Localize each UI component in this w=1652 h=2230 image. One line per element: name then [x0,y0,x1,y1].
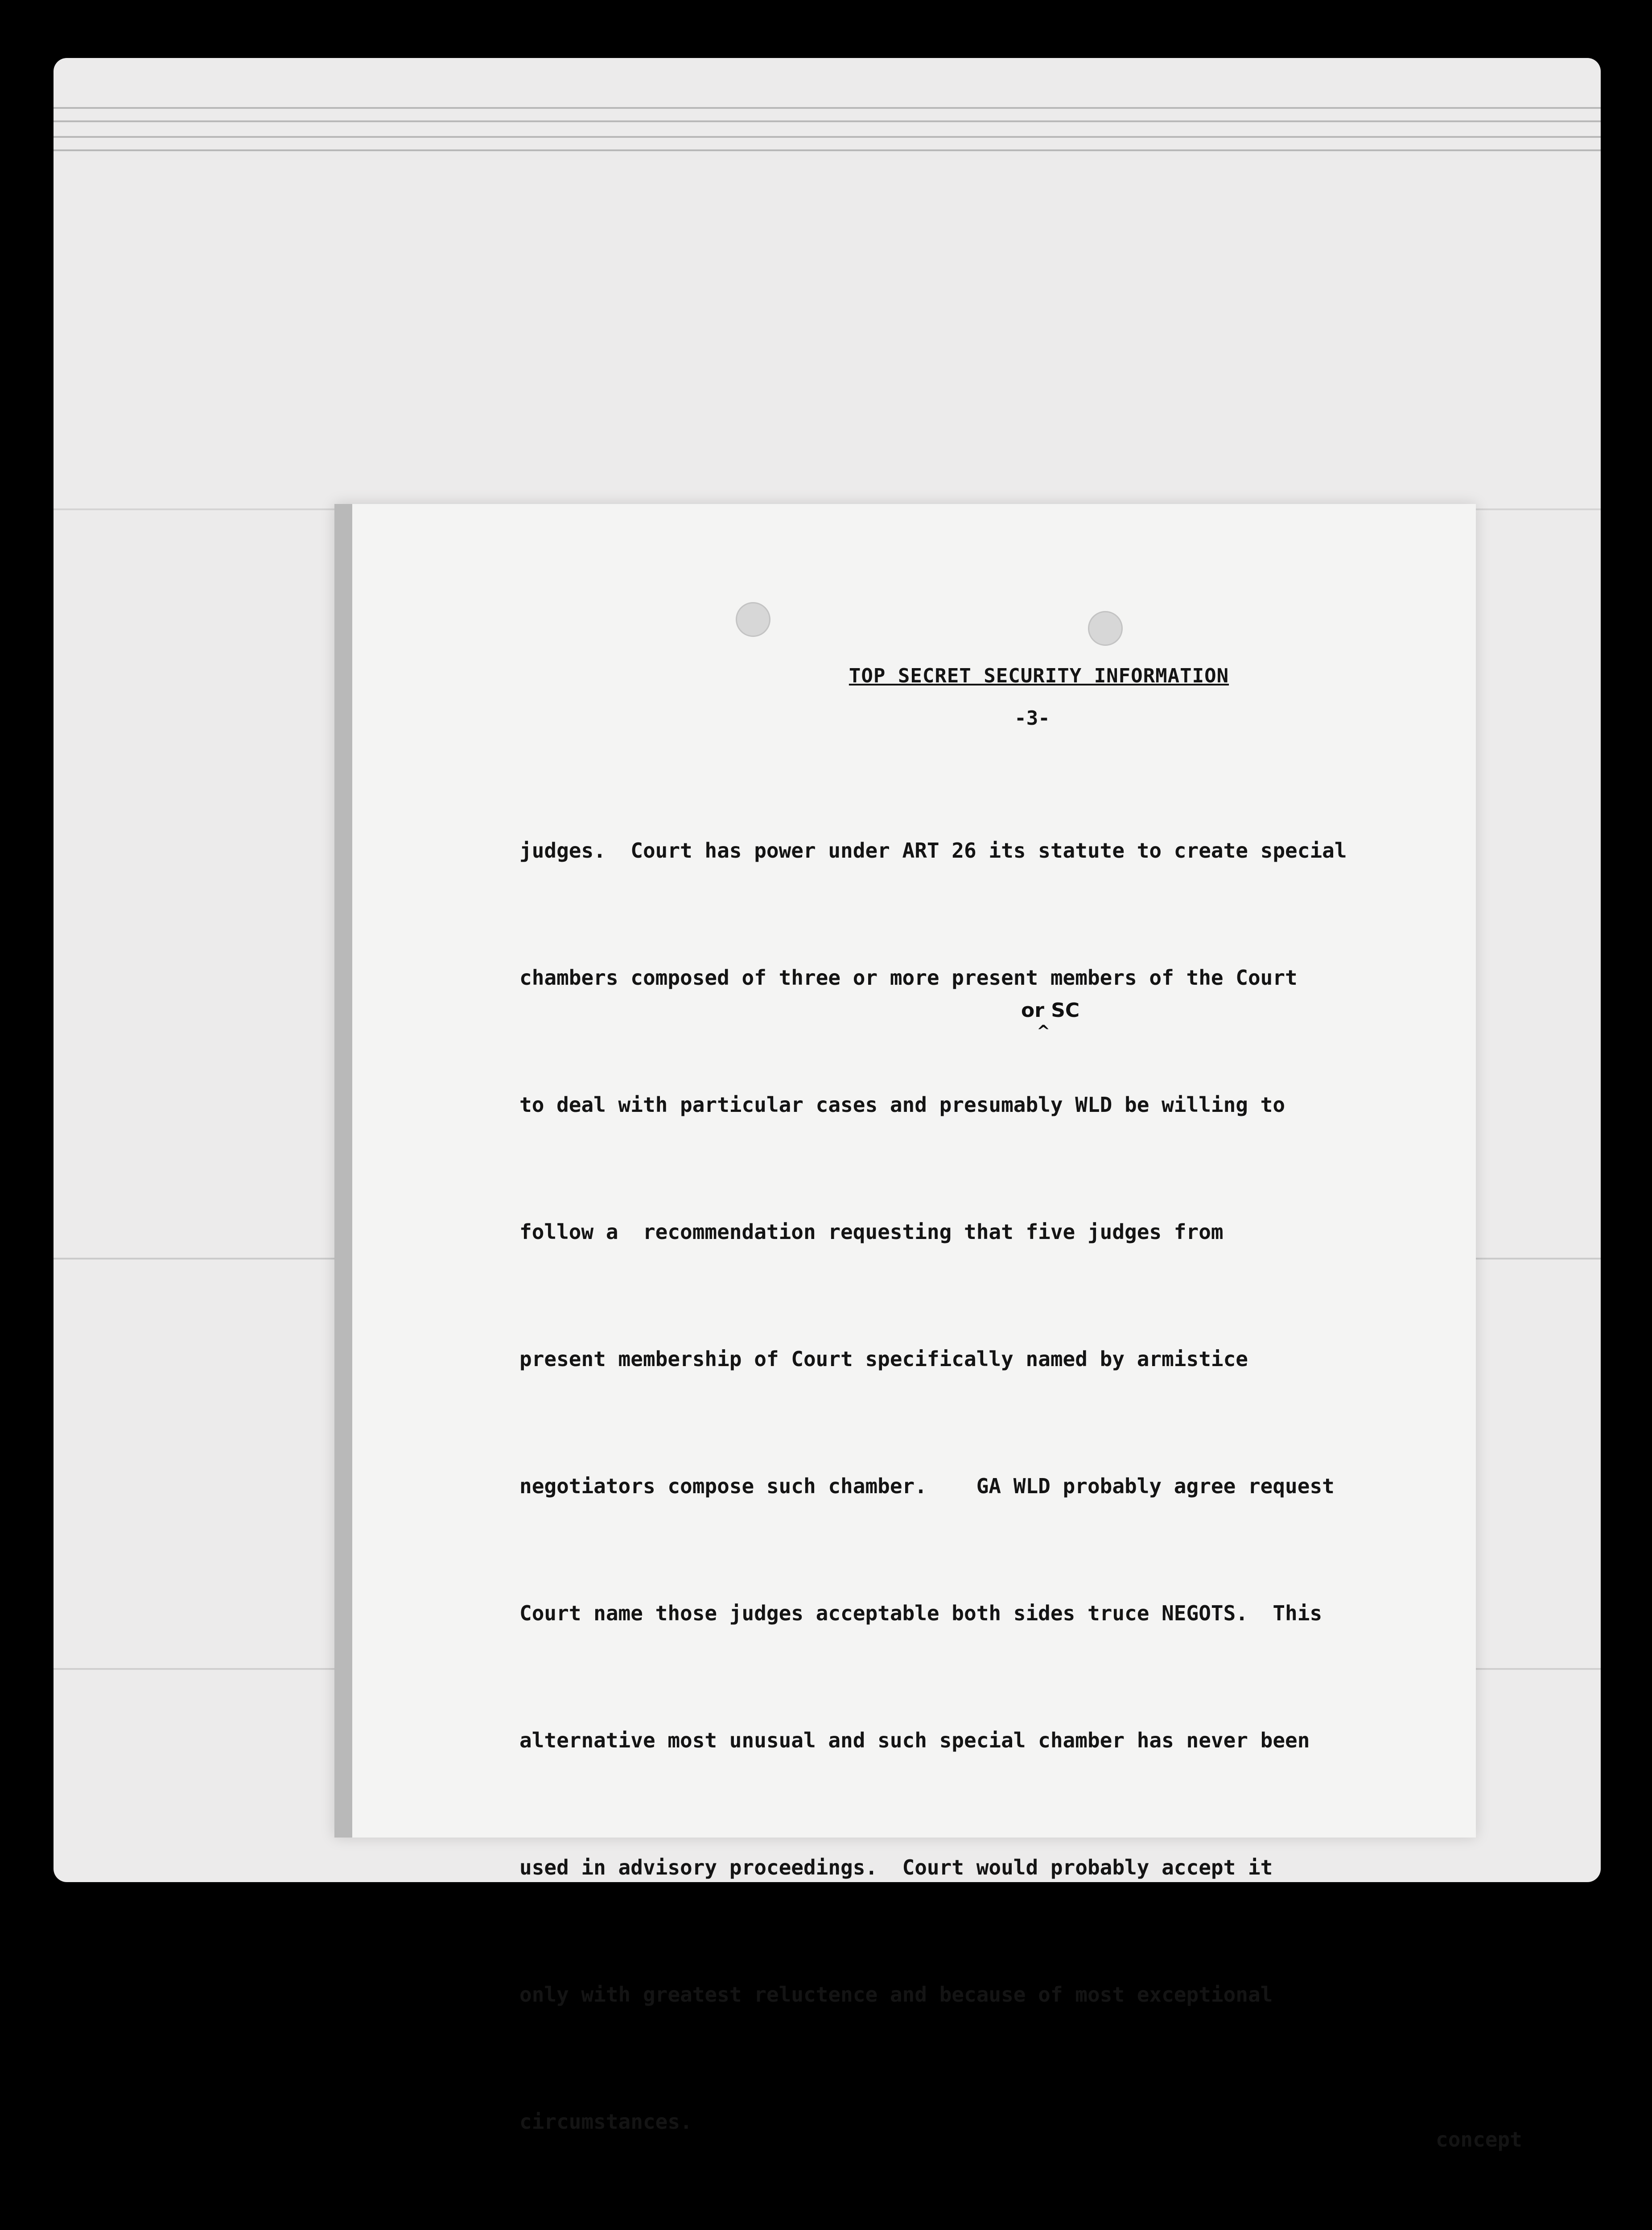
body-line: alternative most unusual and such special chamber has never been [519,1728,1310,1752]
body-line: to deal with particular cases and presumably WLD be willing to [519,1093,1285,1117]
body-line [519,2228,1456,2230]
body-line: follow a recommendation requesting that five judges from [519,1220,1224,1244]
punch-hole [1088,611,1123,646]
body-line: judges. Court has power under ART 26 its statute to create special [519,838,1347,863]
continuation-word: concept [1436,2127,1522,2152]
punch-hole [736,602,770,637]
film-scratch-line [54,149,1601,151]
body-line: Court name those judges acceptable both sides truce NEGOTS. This [519,1601,1322,1625]
film-scratch-line [54,136,1601,138]
body-line: circumstances. [519,2110,692,2134]
classification-heading: TOP SECRET SECURITY INFORMATION [849,665,1229,687]
body-line: negotiators compose such chamber. GA WLD probably agree request [519,1474,1335,1498]
body-line: used in advisory proceedings. Court would probably accept it [519,1855,1273,1879]
body-line: present membership of Court specifically named by armistice [519,1347,1248,1371]
page-number: -3- [1014,707,1050,730]
memo-body [519,745,1456,2230]
microfilm-frame [54,58,1601,2152]
body-line: only with greatest reluctence and because of most exceptional [519,1982,1273,2007]
body-line: chambers composed of three or more present members of the Court [519,966,1298,990]
film-scratch-line [54,107,1601,109]
film-scratch-line [54,120,1601,122]
handwritten-annotation: or SC [1021,999,1080,1022]
typed-memo-page [334,504,1522,2152]
insertion-caret: ^ [1037,1022,1051,1041]
